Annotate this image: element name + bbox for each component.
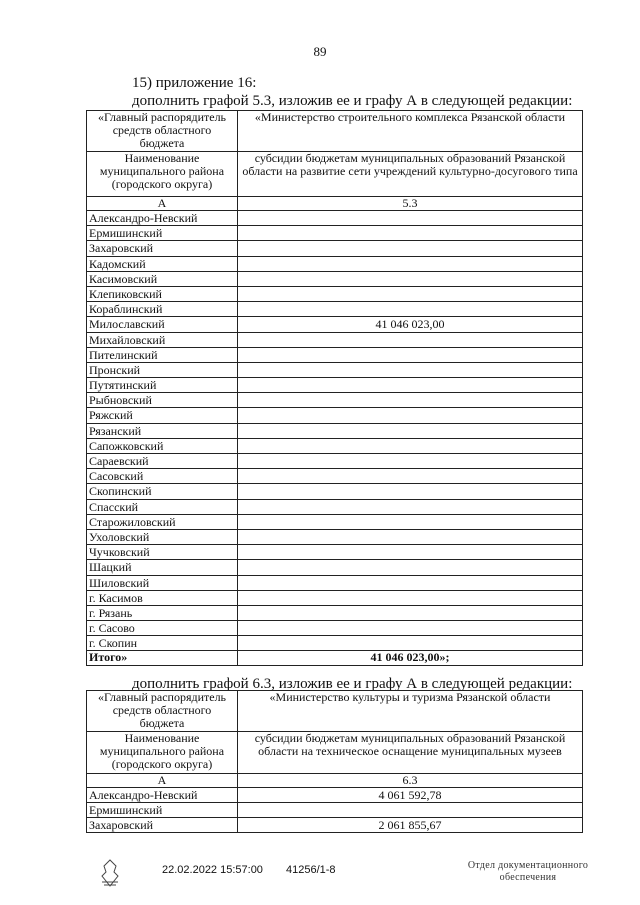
district-name: Шацкий (87, 560, 238, 575)
header-row-district (87, 152, 583, 197)
table-row (87, 347, 583, 362)
district-name: Пителинский (87, 347, 238, 362)
header-row-district (87, 732, 583, 774)
stamp-line-2: обеспечения (499, 872, 557, 883)
district-name: Рыбновский (87, 393, 238, 408)
stamp-line-1: Отдел документационного (467, 860, 589, 871)
subsidy-amount: 41 046 023,00 (238, 317, 583, 332)
district-name: г. Сасово (87, 621, 238, 636)
heading-line-3: дополнить графой 6.3, изложив ее и графу А в следующей редакции: (132, 676, 573, 692)
column-label-row (87, 774, 583, 788)
table-row (87, 271, 583, 286)
table-row (87, 408, 583, 423)
subsidy-amount (238, 378, 583, 393)
subsidy-amount (238, 803, 583, 818)
total-label: Итого» (87, 651, 238, 666)
table-row (87, 226, 583, 241)
district-name: Захаровский (87, 241, 238, 256)
column-a-label: А (87, 197, 238, 211)
subsidy-amount (238, 499, 583, 514)
district-label: Наименование муниципального района (городского округа) (87, 732, 238, 774)
table-row (87, 393, 583, 408)
appendix-table-6-3 (86, 690, 583, 833)
subsidy-amount (238, 286, 583, 301)
table-row (87, 469, 583, 484)
subsidy-amount (238, 529, 583, 544)
subsidy-description: субсидии бюджетам муниципальных образований Рязанской области на развитие сети учреждений культурно-досугового типа (238, 152, 583, 197)
subsidy-amount (238, 621, 583, 636)
footer-doc-number: 41256/1-8 (286, 864, 336, 876)
header-row-administrator (87, 111, 583, 152)
table-row (87, 484, 583, 499)
subsidy-amount (238, 454, 583, 469)
table-row (87, 423, 583, 438)
subsidy-amount (238, 226, 583, 241)
district-name: Михайловский (87, 332, 238, 347)
table-row (87, 211, 583, 226)
table-row (87, 378, 583, 393)
subsidy-amount (238, 438, 583, 453)
table-row (87, 818, 583, 833)
district-name: Захаровский (87, 818, 238, 833)
district-name: Путятинский (87, 378, 238, 393)
district-name: г. Касимов (87, 590, 238, 605)
subsidy-amount (238, 590, 583, 605)
appendix-table-5-3 (86, 110, 583, 666)
subsidy-amount (238, 605, 583, 620)
page-number: 89 (313, 44, 327, 59)
subsidy-amount (238, 211, 583, 226)
subsidy-amount (238, 393, 583, 408)
table-row (87, 803, 583, 818)
district-name: Чучковский (87, 545, 238, 560)
district-name: Ермишинский (87, 803, 238, 818)
subsidy-amount (238, 408, 583, 423)
subsidy-amount (238, 362, 583, 377)
table-row (87, 499, 583, 514)
header-row-administrator (87, 691, 583, 732)
district-name: Шиловский (87, 575, 238, 590)
district-name: г. Скопин (87, 636, 238, 651)
table-row (87, 605, 583, 620)
district-name: Александро-Невский (87, 211, 238, 226)
column-5-3-label: 5.3 (238, 197, 583, 211)
district-name: Сараевский (87, 454, 238, 469)
district-name: Спасский (87, 499, 238, 514)
table-row (87, 590, 583, 605)
administrator-label: «Главный распорядитель средств областного бюджета (87, 111, 238, 152)
district-name: Клепиковский (87, 286, 238, 301)
district-name: Сасовский (87, 469, 238, 484)
heading-line-1: 15) приложение 16: (132, 75, 257, 91)
table-row (87, 256, 583, 271)
subsidy-amount (238, 423, 583, 438)
table-row (87, 362, 583, 377)
district-name: Александро-Невский (87, 788, 238, 803)
table-row (87, 317, 583, 332)
column-label-row (87, 197, 583, 211)
administrator-value: «Министерство культуры и туризма Рязанской области (238, 691, 583, 732)
district-name: Пронский (87, 362, 238, 377)
table-row (87, 545, 583, 560)
subsidy-amount: 2 061 855,67 (238, 818, 583, 833)
district-name: Ермишинский (87, 226, 238, 241)
subsidy-amount (238, 514, 583, 529)
heading-line-2: дополнить графой 5.3, изложив ее и графу А в следующей редакции: (132, 93, 573, 109)
footer-datetime: 22.02.2022 15:57:00 (162, 864, 263, 876)
subsidy-amount (238, 271, 583, 286)
table-row (87, 241, 583, 256)
table-row (87, 788, 583, 803)
district-name: Ухоловский (87, 529, 238, 544)
subsidy-amount (238, 560, 583, 575)
district-name: Кораблинский (87, 302, 238, 317)
table-row (87, 302, 583, 317)
district-name: Старожиловский (87, 514, 238, 529)
table-row (87, 438, 583, 453)
column-a-label: А (87, 774, 238, 788)
table-row (87, 529, 583, 544)
subsidy-amount (238, 256, 583, 271)
district-label: Наименование муниципального района (городского округа) (87, 152, 238, 197)
subsidy-amount (238, 241, 583, 256)
district-name: г. Рязань (87, 605, 238, 620)
subsidy-amount (238, 575, 583, 590)
district-name: Милославский (87, 317, 238, 332)
subsidy-amount (238, 469, 583, 484)
table-row (87, 575, 583, 590)
table-row (87, 286, 583, 301)
subsidy-amount (238, 484, 583, 499)
subsidy-description: субсидии бюджетам муниципальных образований Рязанской области на техническое оснащение муниципальных музеев (238, 732, 583, 774)
administrator-value: «Министерство строительного комплекса Рязанской области (238, 111, 583, 152)
subsidy-amount (238, 545, 583, 560)
subsidy-amount (238, 347, 583, 362)
emblem-icon (96, 858, 124, 888)
district-name: Рязанский (87, 423, 238, 438)
subsidy-amount (238, 302, 583, 317)
district-name: Сапожковский (87, 438, 238, 453)
total-row (87, 651, 583, 666)
total-value: 41 046 023,00»; (238, 651, 583, 666)
district-name: Скопинский (87, 484, 238, 499)
district-name: Ряжский (87, 408, 238, 423)
district-name: Кадомский (87, 256, 238, 271)
department-stamp (448, 860, 608, 884)
table-row (87, 332, 583, 347)
table-row (87, 454, 583, 469)
administrator-label: «Главный распорядитель средств областного бюджета (87, 691, 238, 732)
table-row (87, 514, 583, 529)
table-row (87, 621, 583, 636)
table-row (87, 560, 583, 575)
column-6-3-label: 6.3 (238, 774, 583, 788)
table-row (87, 636, 583, 651)
subsidy-amount (238, 636, 583, 651)
district-name: Касимовский (87, 271, 238, 286)
subsidy-amount: 4 061 592,78 (238, 788, 583, 803)
subsidy-amount (238, 332, 583, 347)
